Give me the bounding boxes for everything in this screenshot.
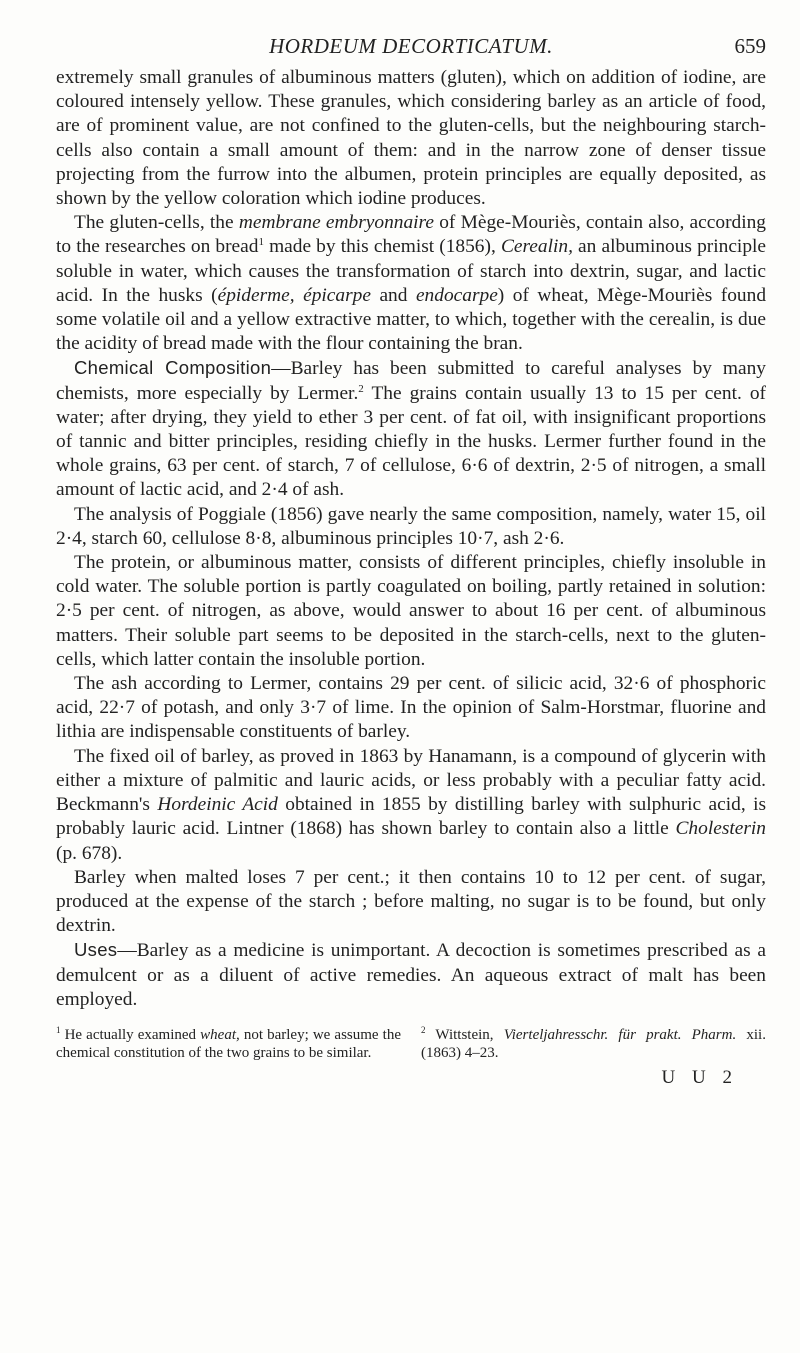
text: (p. 678). bbox=[56, 842, 123, 864]
italic-term: endocarpe bbox=[415, 284, 498, 306]
text: ) of wheat, Mège-Mouriès found some volatile oil and a yellow extractive matter, to which, together with the cerealin, is due the acidity of bread made with the flour containing the bran. bbox=[56, 284, 767, 355]
italic-term: épiderme, épicarpe bbox=[217, 284, 371, 306]
italic-term: wheat, bbox=[200, 1026, 240, 1043]
paragraph-gluten-granules: extremely small granules of albuminous matters (gluten), which on addition of iodine, are coloured intensely yellow. These granules, which considering barley as an article of food, are of prominent value, are not confined to the gluten-cells, but the neighbouring starch-cells also contain a small amount of them: and in the narrow zone of denser tissue projecting from the furrow into the albumen, protein principles are equally deposited, as shown by the yellow coloration which iodine produces. bbox=[56, 67, 766, 210]
paragraph-poggiale: The analysis of Poggiale (1856) gave nearly the same composition, namely, water 15, oil 2·4, starch 60, cellulose 8·8, albuminous principles 10·7, ash 2·6. bbox=[56, 503, 766, 549]
footnote-mark: 1 bbox=[56, 1024, 61, 1035]
text: xii. (1863) 4–23. bbox=[421, 1026, 766, 1062]
text: not barley; we assume the chemical constitution of the two grains to be similar. bbox=[56, 1026, 401, 1062]
text: —Barley has been submitted to careful analyses by many chemists, more especially by Lermer. bbox=[56, 358, 766, 404]
paragraph-ash: The ash according to Lermer, contains 29 per cent. of silicic acid, 32·6 of phosphoric acid, 22·7 of potash, and only 3·7 of lime. In the opinion of Salm-Horstmar, fluorine and lithia are indispensable constituents of barley. bbox=[56, 673, 766, 743]
footnotes bbox=[56, 1026, 766, 1063]
text: of Mège-Mouriès, contain also, according to the researches on bread bbox=[56, 212, 767, 258]
italic-term: membrane embryonnaire bbox=[238, 212, 434, 234]
section-heading-chemical-composition: Chemical Composition bbox=[74, 357, 272, 379]
paragraph-uses bbox=[56, 938, 766, 1012]
paragraph-chemical-composition bbox=[56, 356, 766, 502]
text: He actually examined bbox=[60, 1026, 201, 1043]
italic-term: Vierteljahresschr. für prakt. Pharm. bbox=[503, 1026, 737, 1043]
italic-term: Cerealin, bbox=[500, 236, 573, 258]
paragraph-protein: The protein, or albuminous matter, consists of different principles, chiefly insoluble in cold water. The soluble portion is partly coagulated on boiling, partly retained in solution: 2·5 per cent. of nitrogen, as above, would answer to about 16 per cent. of albuminous matters. Their soluble part seems to be deposited in the starch-cells, next to the gluten-cells, which latter contain the insoluble portion. bbox=[56, 552, 766, 670]
text: made by this chemist (1856), bbox=[263, 236, 501, 258]
signature-mark: U U 2 bbox=[661, 1066, 738, 1088]
footnote-ref-2[interactable]: 2 bbox=[358, 382, 364, 395]
footnote-mark: 2 bbox=[421, 1024, 426, 1035]
italic-term: Hordeinic Acid bbox=[157, 794, 278, 816]
italic-term: Cholesterin bbox=[675, 818, 766, 840]
page-number: 659 bbox=[734, 34, 766, 58]
footnote-2 bbox=[421, 1026, 766, 1063]
section-heading-uses: Uses bbox=[74, 939, 118, 961]
paragraph-fixed-oil bbox=[56, 745, 766, 866]
text: obtained in 1855 by distilling barley with sulphuric acid, is probably lauric acid. Lintner (1868) has shown barley to contain also a little bbox=[56, 794, 767, 840]
book-page bbox=[56, 28, 766, 1089]
running-title: HORDEUM DECORTICATUM. bbox=[269, 34, 553, 58]
text: The gluten-cells, the bbox=[74, 212, 239, 234]
paragraph-malted: Barley when malted loses 7 per cent.; it then contains 10 to 12 per cent. of sugar, produced at the expense of the starch ; before malting, no sugar is to be found, but only dextrin. bbox=[56, 866, 766, 937]
text: The fixed oil of barley, as proved in 1863 by Hanamann, is a compound of glycerin with either a mixture of palmitic and lauric acids, or less probably with a peculiar fatty acid. Beckmann's bbox=[56, 745, 766, 816]
text: The grains contain usually 13 to 15 per cent. of water; after drying, they yield to ether 3 per cent. of fat oil, with insignificant proportions of tannic and bitter principles, residing chiefly in the husks. Lermer further found in the whole grains, 63 per cent. of starch, 7 of cellulose, 6·6 of dextrin, 2·5 of nitrogen, a small amount of lactic acid, and 2·4 of ash. bbox=[56, 382, 766, 501]
paragraph-gluten-cells bbox=[56, 211, 766, 356]
footnote-ref-1[interactable]: 1 bbox=[258, 236, 264, 249]
text: —Barley as a medicine is unimportant. A decoction is sometimes prescribed as a demulcent or as a diluent of active remedies. An aqueous extract of malt has been employed. bbox=[56, 940, 766, 1010]
footnote-1 bbox=[56, 1026, 401, 1063]
text: an albuminous principle soluble in water, which causes the transformation of starch into dextrin, sugar, and lactic acid. In the husks ( bbox=[56, 236, 767, 306]
body-text bbox=[56, 66, 766, 1012]
text: Wittstein, bbox=[425, 1026, 504, 1043]
page-header bbox=[56, 28, 766, 66]
text: and bbox=[370, 284, 416, 306]
